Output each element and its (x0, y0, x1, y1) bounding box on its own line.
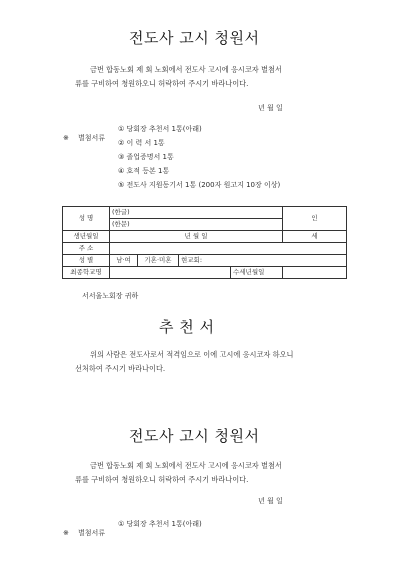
petition-paragraph-2-line-1: 금번 합동노회 제 회 노회에서 전도사 고시에 응시코자 별첨서 (90, 461, 282, 470)
attachment-item: ⑤ 전도사 지원동기서 1통 (200자 원고지 10장 이상) (118, 181, 281, 189)
recommendation-line-2: 선처하여 주시기 바라나이다. (75, 364, 166, 373)
petition-title-2: 전도사 고시 청원서 (129, 427, 260, 445)
petition-paragraph-2-line-2: 류를 구비하여 청원하오니 허락하여 주시기 바라나이다. (75, 475, 249, 484)
petition-paragraph-line-2: 류를 구비하여 청원하오니 허락하여 주시기 바라나이다. (75, 79, 249, 88)
attachments-label: 별첨서류 (77, 134, 106, 142)
name-label: 성 명 (63, 207, 110, 231)
name-korean-field[interactable]: (한글) (110, 207, 283, 219)
attachment-item: ① 당회장 추천서 1통(아래) (118, 125, 202, 133)
attachments-block (63, 125, 105, 144)
attachment-item: ② 이 력 서 1통 (118, 139, 165, 147)
address-field[interactable] (110, 243, 347, 255)
baptism-field[interactable] (283, 267, 347, 279)
name-hanja-field[interactable]: (한문) (110, 219, 283, 231)
attachment-item: ④ 호적 등본 1통 (118, 167, 170, 175)
seal-cell: 인 (283, 207, 347, 231)
addressee: 서서울노회장 귀하 (82, 292, 139, 300)
birth-label: 생년월일 (63, 231, 110, 243)
baptism-label: 수세년월일 (231, 267, 283, 279)
age-field[interactable]: 세 (283, 231, 347, 243)
marital-field[interactable]: 기혼·미혼 (138, 255, 179, 267)
petition-paragraph-line-1: 금번 합동노회 제 회 노회에서 전도사 고시에 응시코자 별첨서 (90, 65, 282, 74)
applicant-form-table (62, 206, 347, 279)
attachment-item: ③ 졸업증명서 1통 (118, 153, 174, 161)
petition-date: 년 월 일 (258, 104, 283, 112)
recommendation-line-1: 위의 사람은 전도사로서 적격임으로 이에 고시에 응시코자 하오니 (90, 350, 294, 359)
attachments-label-2: 별첨서류 (77, 529, 106, 537)
attachments-block-2 (63, 520, 105, 539)
recommendation-title: 추 천 서 (159, 318, 215, 336)
petition-date-2: 년 월 일 (258, 497, 283, 505)
gender-label: 성 별 (63, 255, 110, 267)
reference-mark-icon: ※ (63, 529, 69, 537)
petition-title: 전도사 고시 청원서 (129, 29, 260, 47)
attachment-item-2: ① 당회장 추천서 1통(아래) (118, 520, 202, 528)
school-label: 최종학교명 (63, 267, 110, 279)
address-label: 주 소 (63, 243, 110, 255)
gender-field[interactable]: 남·여 (110, 255, 138, 267)
attachments-list (118, 122, 280, 192)
church-field[interactable]: 현교회: (179, 255, 347, 267)
school-field[interactable] (110, 267, 231, 279)
reference-mark-icon: ※ (63, 134, 69, 142)
birth-field[interactable]: 년 월 일 (110, 231, 283, 243)
